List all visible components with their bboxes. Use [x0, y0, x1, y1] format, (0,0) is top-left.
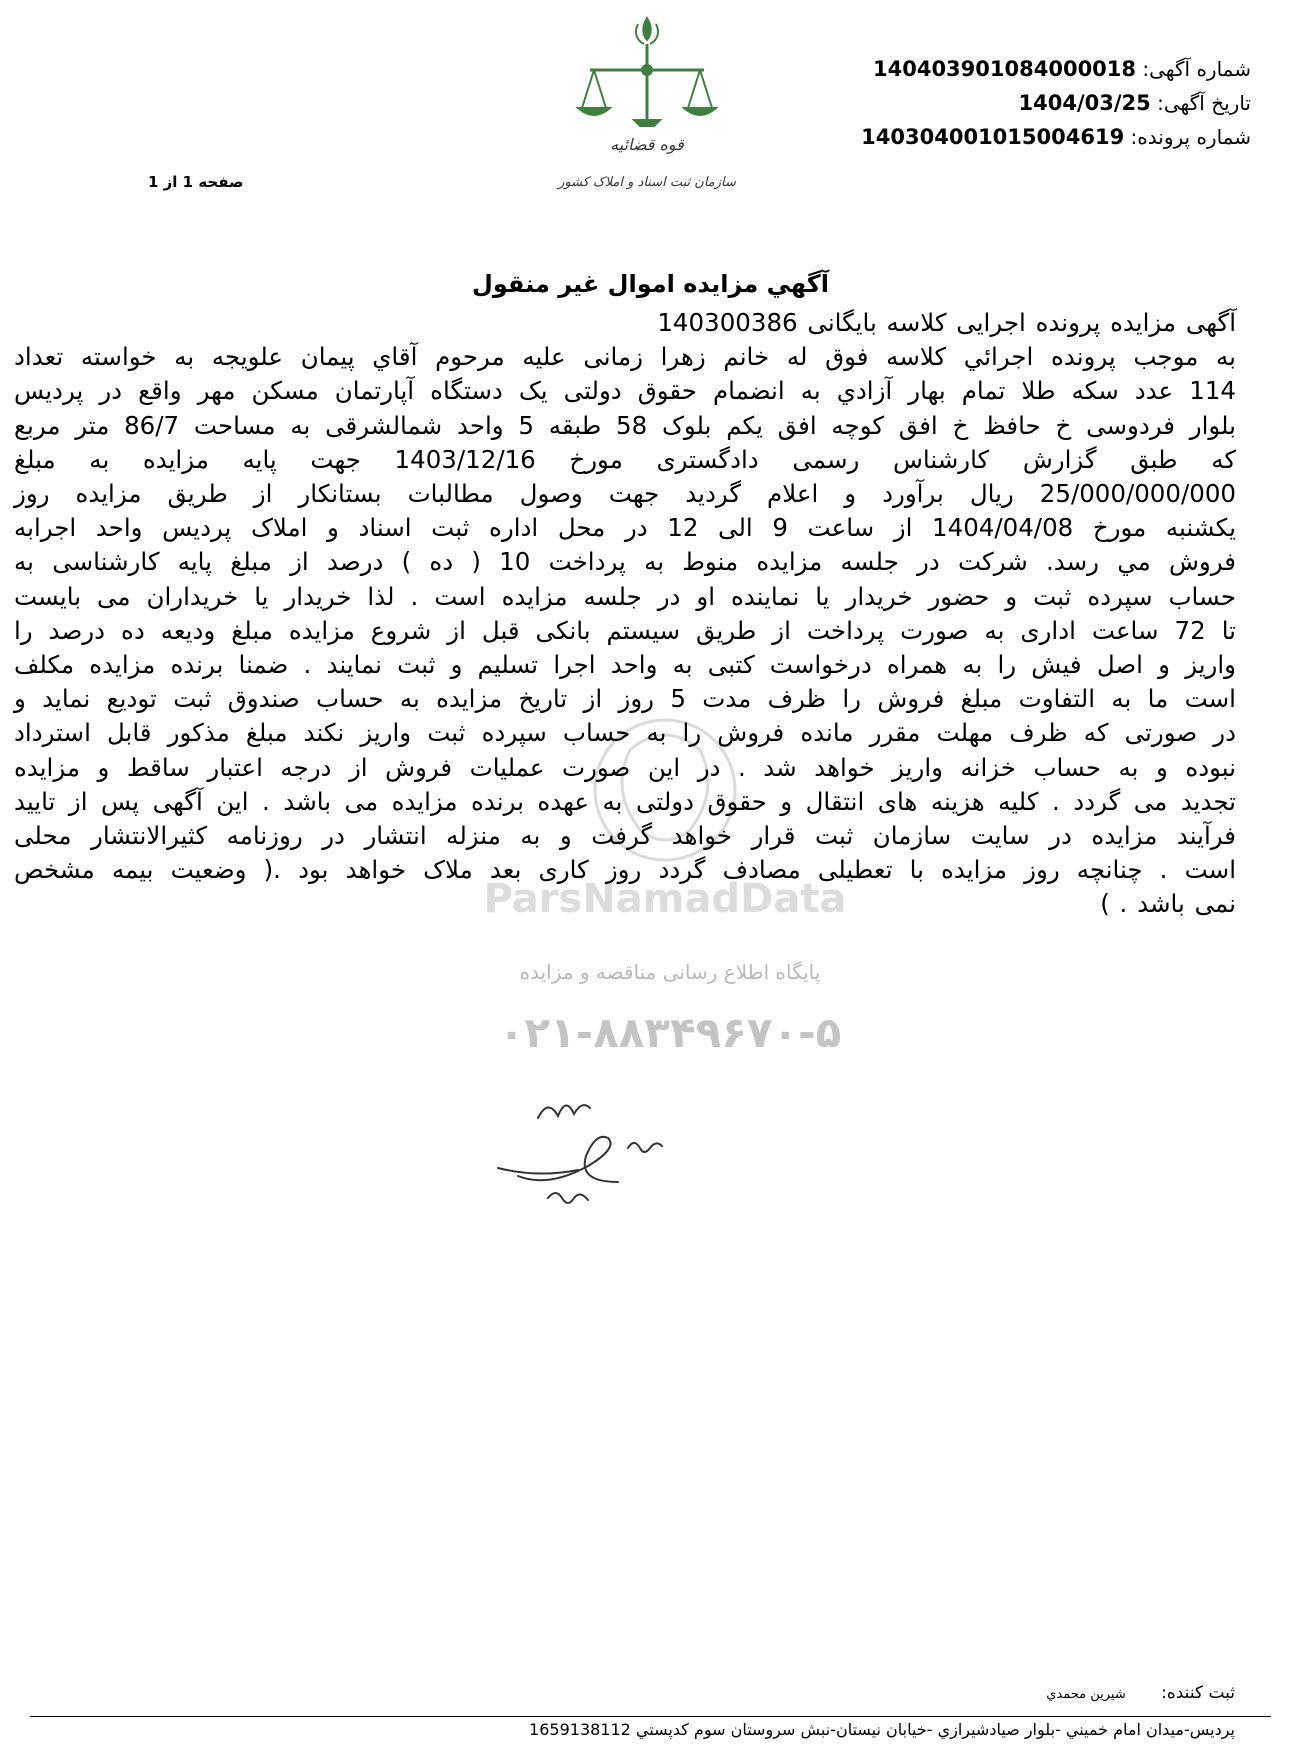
- page-indicator: صفحه 1 از 1: [148, 173, 244, 191]
- ad-number-row: [861, 52, 1251, 86]
- body-line: 114 عدد سکه طلا تمام بهار آزادي به انضمام حقوق دولتی یک دستگاه آپارتمان مسکن مهر واقع در پردیس: [14, 376, 1236, 406]
- judiciary-emblem-icon: [558, 10, 736, 218]
- ad-number-label: شماره آگهی:: [1142, 57, 1251, 81]
- case-number: 140304001015004619: [861, 125, 1125, 149]
- auction-body: [14, 306, 1236, 922]
- body-line: تا 72 ساعت اداری به صورت پرداخت از طریق سیستم بانکی قبل از شروع مزایده مبلغ ودیعه ده درصد را: [14, 615, 1236, 645]
- registrar-label: ثبت کننده:: [1161, 1683, 1235, 1703]
- body-line: نبوده و به حساب خزانه واریز خواهد شد . در این صورت عملیات فروش از درجه اعتبار ساقط و مزایده: [14, 752, 1236, 782]
- watermark-brand: ParsNamadData: [483, 876, 847, 922]
- body-line: حساب سپرده ثبت و حضور خریدار یا نماینده او در جلسه مزایده است . لذا خریدار یا خریداران می بایست: [14, 581, 1236, 611]
- body-line: یکشنبه مورخ 1404/04/08 از ساعت 9 الی 12 در محل اداره ثبت اسناد و املاک پردیس واحد اجرابه: [14, 513, 1236, 543]
- registrar-name: شيرين محمدي: [1046, 1687, 1126, 1702]
- ad-date-row: [861, 86, 1251, 120]
- case-number-label: شماره پرونده:: [1130, 125, 1251, 149]
- body-line: بلوار فردوسی خ حافظ خ افق کوچه افق یکم بلوک 58 طبقه 5 واحد شمالشرقی به مساحت 86/7 متر مربع: [14, 410, 1236, 440]
- ad-number: 140403901084000018: [873, 57, 1137, 81]
- body-line: فرآیند مزایده در سایت سازمان ثبت قرار خواهد گرفت و به منزله انتشار در روزنامه کثیرالانتشار محلی: [14, 821, 1236, 851]
- emblem-caption-2: سازمان ثبت اسناد و املاک کشور: [558, 175, 736, 190]
- body-line: به موجب پرونده اجرائي کلاسه فوق له خانم زهرا زمانی علیه مرحوم آقاي پیمان علویجه به خواسته تعداد: [14, 342, 1236, 372]
- body-line: که طبق گزارش کارشناس رسمی دادگستری مورخ 1403/12/16 جهت پایه مزایده به مبلغ: [14, 444, 1236, 474]
- body-line: فروش مي رسد. شرکت در جلسه مزایده منوط به پرداخت 10 ( ده ) درصد از مبلغ پایه کارشناسی به: [14, 547, 1236, 577]
- office-address: پرديس-ميدان امام خميني -بلوار صيادشيرازي -خيابان نيستان-نبش سروستان سوم کدپستي 1659138112: [529, 1720, 1235, 1739]
- ad-date-label: تاریخ آگهی:: [1157, 91, 1251, 115]
- body-line: 25/000/000/000 ریال برآورد و اعلام گردید جهت وصول مطالبات بستانکار از طریق مزایده روز: [14, 479, 1236, 509]
- body-line: آگهی مزایده پرونده اجرایی کلاسه بایگانی 140300386: [657, 308, 1236, 337]
- watermark-phone: ۰۲۱-۸۸۳۴۹۶۷۰-۵: [498, 1008, 842, 1057]
- header-meta: [861, 52, 1251, 154]
- footer-divider: [30, 1716, 1271, 1717]
- document-title: آگهي مزايده اموال غير منقول: [472, 270, 829, 298]
- body-line: نمی باشد . ): [1100, 889, 1236, 919]
- body-line: است . چنانچه روز مزایده با تعطیلی مصادف گردد روز کاری بعد ملاک خواهد بود .( وضعیت بیمه مشخص: [14, 855, 1236, 885]
- body-line: واریز و اصل فیش را به همراه درخواست کتبی به واحد اجرا تسلیم و ثبت نمایند . ضمنا برنده مزایده مکلف: [14, 650, 1236, 680]
- watermark-caption: پایگاه اطلاع رسانی مناقصه و مزایده: [519, 960, 821, 984]
- ad-date: 1404/03/25: [1018, 91, 1151, 115]
- body-line: در صورتی که ظرف مهلت مقرر مانده فروش را به حساب سپرده ثبت واریز نکند مبلغ مذکور قابل استرداد: [14, 718, 1236, 748]
- emblem-caption-1: قوه قضائیه: [610, 135, 684, 154]
- body-line: است ما به التفاوت مبلغ فروش را ظرف مدت 5 روز از تاریخ مزایده به حساب صندوق ثبت تودیع نماید و: [14, 684, 1236, 714]
- body-line: تجدید می گردد . کلیه هزینه های انتقال و حقوق دولتی به عهده برنده مزایده می باشد . این آگهی پس از تایید: [14, 786, 1236, 816]
- registrar-row: [1046, 1683, 1235, 1703]
- signature-icon: [478, 1078, 708, 1228]
- case-number-row: [861, 120, 1251, 154]
